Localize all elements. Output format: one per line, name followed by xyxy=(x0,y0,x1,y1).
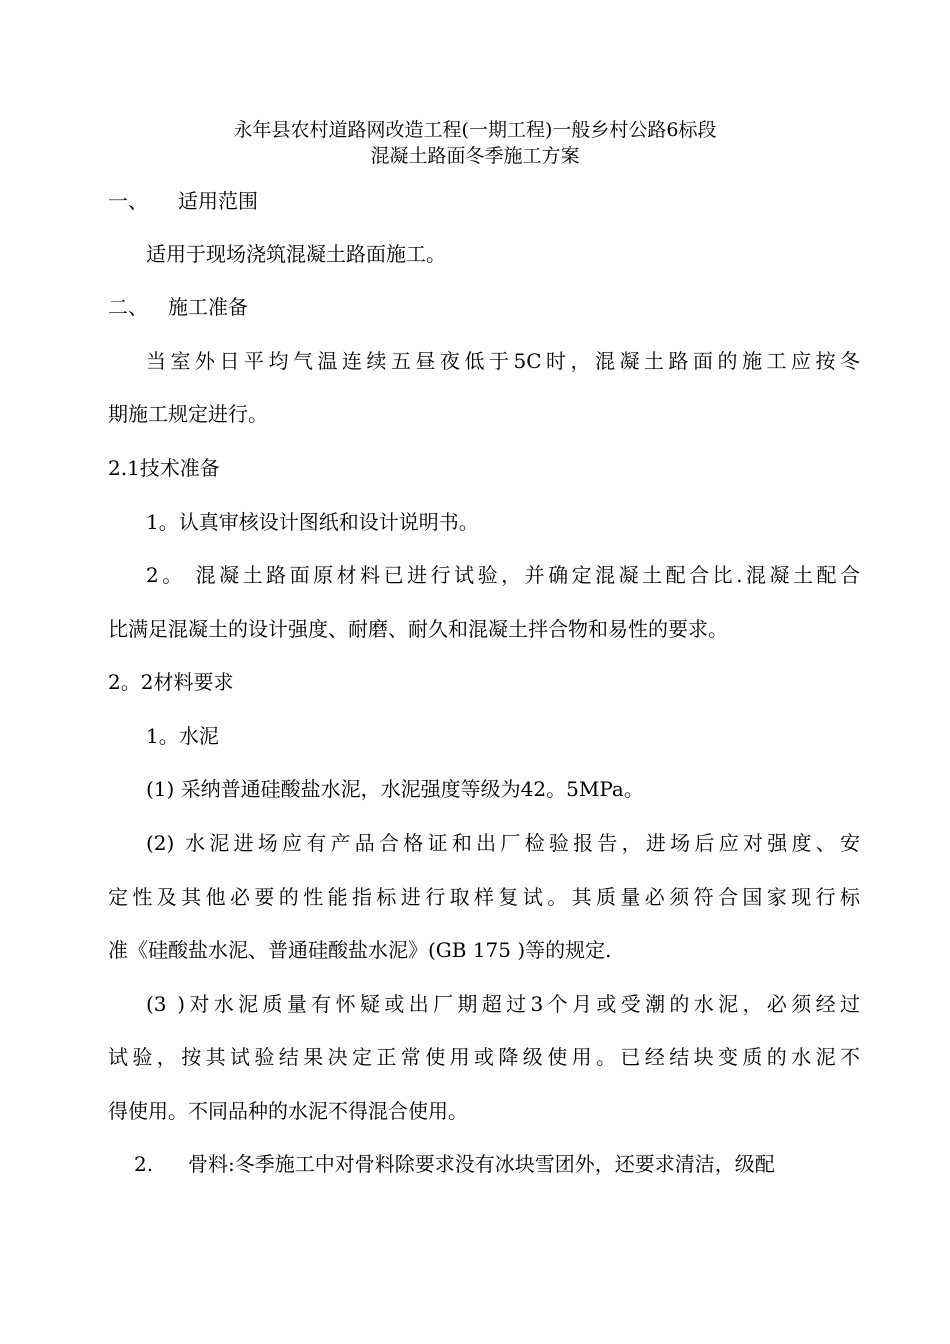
cement-clause-3-line-1: (3 )对水泥质量有怀疑或出厂期超过3个月或受潮的水泥，必须经过 xyxy=(146,992,860,1016)
section-1-heading: 适用范围 xyxy=(178,189,258,213)
section-1-number: 一、 xyxy=(108,189,148,213)
subsection-2-1-item-2-line-1: 2。 混凝土路面原材料已进行试验，并确定混凝土配合比.混凝土配合 xyxy=(146,563,860,587)
document-title-line-1: 永年县农村道路网改造工程(一期工程)一般乡村公路6标段 xyxy=(233,119,717,141)
cement-clause-3-line-2: 试验，按其试验结果决定正常使用或降级使用。已经结块变质的水泥不 xyxy=(108,1045,860,1069)
cement-clause-2-line-1: (2) 水泥进场应有产品合格证和出厂检验报告，进场后应对强度、安 xyxy=(146,831,860,855)
subsection-2-1-heading: 2.1技术准备 xyxy=(108,456,220,480)
document-title-line-2: 混凝土路面冬季施工方案 xyxy=(370,145,580,167)
subsection-2-2-item-1: 1。水泥 xyxy=(146,724,219,748)
subsection-2-2-item-2-number: 2. xyxy=(134,1152,154,1176)
subsection-2-1-item-2-line-2: 比满足混凝土的设计强度、耐磨、耐久和混凝土拌合物和易性的要求。 xyxy=(108,617,728,641)
section-1-body: 适用于现场浇筑混凝土路面施工。 xyxy=(146,242,446,266)
section-2-number: 二、 xyxy=(108,295,148,319)
cement-clause-3-line-3: 得使用。不同品种的水泥不得混合使用。 xyxy=(108,1099,468,1123)
section-2-paragraph-line-2: 期施工规定进行。 xyxy=(108,402,268,426)
subsection-2-1-item-1: 1。认真审核设计图纸和设计说明书。 xyxy=(146,510,479,534)
subsection-2-2-heading: 2。2材料要求 xyxy=(108,670,234,694)
cement-clause-1: (1) 采纳普通硅酸盐水泥，水泥强度等级为42。5MPa。 xyxy=(146,777,644,801)
section-2-paragraph-line-1: 当室外日平均气温连续五昼夜低于5C时，混凝土路面的施工应按冬 xyxy=(146,349,860,373)
subsection-2-2-item-2-text: 骨料:冬季施工中对骨料除要求没有冰块雪团外，还要求清洁，级配 xyxy=(188,1152,775,1176)
cement-clause-2-line-2: 定性及其他必要的性能指标进行取样复试。其质量必须符合国家现行标 xyxy=(108,885,860,909)
cement-clause-2-line-3: 准《硅酸盐水泥、普通硅酸盐水泥》(GB 175 )等的规定. xyxy=(108,938,612,962)
section-2-heading: 施工准备 xyxy=(168,295,248,319)
